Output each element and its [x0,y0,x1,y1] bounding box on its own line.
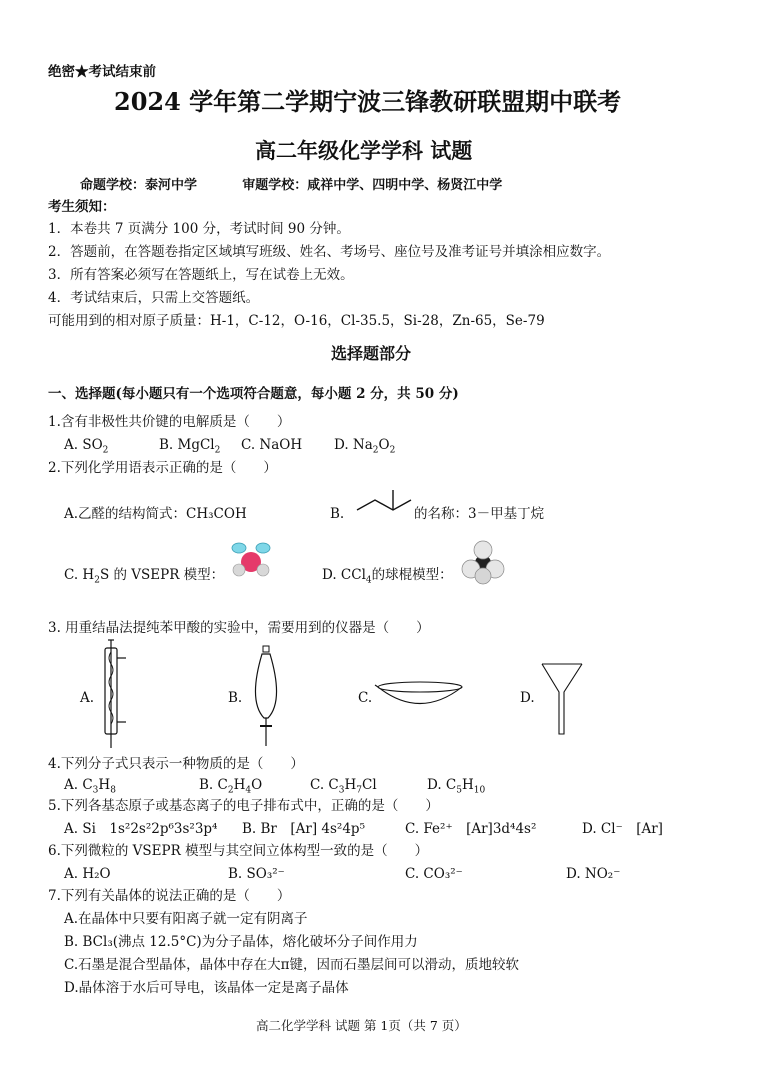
q4-stem: 4.下列分子式只表示一种物质的是（ ） [48,756,304,772]
q2-option-d: D. CCl$_4$的球棍模型： [322,567,453,586]
ccl4-ball-stick-model-image [462,542,504,584]
condenser-image [96,640,136,750]
skeletal-formula-image [355,488,415,518]
page-footer: 高二化学学科 试题 第 1页（共 7 页） [256,1018,467,1033]
q5-stem: 5.下列各基态原子或基态离子的电子排布式中，正确的是（ ） [48,798,439,814]
q1-option-c: C. NaOH [241,437,303,453]
q4-option-b: B. $C_2H_4O$ [199,777,263,796]
q7-option-a: A.在晶体中只要有阳离子就一定有阴离子 [64,911,308,927]
q2-option-b-text: 的名称：3－甲基丁烷 [414,506,545,522]
q6-option-d: D. NO₂⁻ [566,866,621,882]
q7-stem: 7.下列有关晶体的说法正确的是（ ） [48,888,291,904]
q3-option-a-label: A. [80,690,95,706]
q5-option-d: D. Cl⁻ [Ar] [582,821,663,837]
q7-option-b: B. BCl₃(沸点 12.5°C)为分子晶体，熔化破坏分子间作用力 [64,934,418,950]
atomic-mass-line: 可能用到的相对原子质量：H-1，C-12，O-16，Cl-35.5，Si-28，Zn-65，Se-79 [48,313,545,329]
h2s-vsepr-model-image [225,540,277,582]
q2-option-c: C. $H_2S$ 的 VSEPR 模型： [64,567,225,586]
q4-option-c: C. $C_3H_7Cl$ [310,777,377,796]
q7-option-c: C.石墨是混合型晶体，晶体中存在大π键，因而石墨层间可以滑动，质地较软 [64,957,520,973]
q7-option-d: D.晶体溶于水后可导电，该晶体一定是离子晶体 [64,980,349,996]
q2-option-b-label: B. [330,506,345,522]
q2-option-a: A.乙醛的结构简式：CH₃COH [64,506,247,522]
q5-option-b: B. Br [Ar] 4s²4p⁵ [242,821,365,837]
q6-option-a: A. H₂O [64,866,111,882]
q6-stem: 6.下列微粒的 VSEPR 模型与其空间立体构型一致的是（ ） [48,843,429,859]
q6-option-c: C. CO₃²⁻ [405,866,463,882]
notice-item-1: 1．本卷共 7 页满分 100 分，考试时间 90 分钟。 [48,221,350,237]
part1-heading: 一、选择题(每小题只有一个选项符合题意，每小题 2 分，共 50 分) [48,386,459,402]
notice-heading: 考生须知： [48,199,116,215]
notice-item-4: 4．考试结束后，只需上交答题纸。 [48,290,260,306]
funnel-image [540,662,584,738]
secret-label: 绝密★考试结束前 [48,64,156,80]
evaporating-dish-image [375,680,465,708]
q1-option-b: B. MgCl$_2$ [159,437,221,456]
q4-option-d: D. $C_5H_{10}$ [427,777,486,796]
q6-option-b: B. SO₃²⁻ [228,866,285,882]
q5-option-a: A. Si 1s²2s²2p⁶3s²3p⁴ [64,821,218,837]
q1-option-a: A. $SO_2$ [64,437,109,456]
school-info: 命题学校：泰河中学 审题学校：咸祥中学、四明中学、杨贤江中学 [80,178,503,193]
q2-stem: 2.下列化学用语表示正确的是（ ） [48,460,277,476]
q5-option-c: C. Fe²⁺ [Ar]3d⁴4s² [405,821,537,837]
q3-option-d-label: D. [520,690,535,706]
q3-stem: 3. 用重结晶法提纯苯甲酸的实验中，需要用到的仪器是（ ） [48,620,430,636]
separatory-funnel-image [246,646,286,750]
q1-stem: 1.含有非极性共价键的电解质是（ ） [48,414,291,430]
q3-option-b-label: B. [228,690,243,706]
q1-option-d: D. $Na_2O_2$ [334,437,396,456]
section-title: 选择题部分 [331,344,412,363]
notice-item-3: 3．所有答案必须写在答题纸上，写在试卷上无效。 [48,267,354,283]
q4-option-a: A. $C_3H_8$ [64,777,116,796]
notice-item-2: 2．答题前，在答题卷指定区域填写班级、姓名、考场号、座位号及准考证号并填涂相应数字。 [48,244,611,260]
q3-option-c-label: C. [358,690,373,706]
exam-subtitle: 高二年级化学学科 试题 [255,138,473,163]
exam-title: 2024 学年第二学期宁波三锋教研联盟期中联考 [114,87,622,116]
